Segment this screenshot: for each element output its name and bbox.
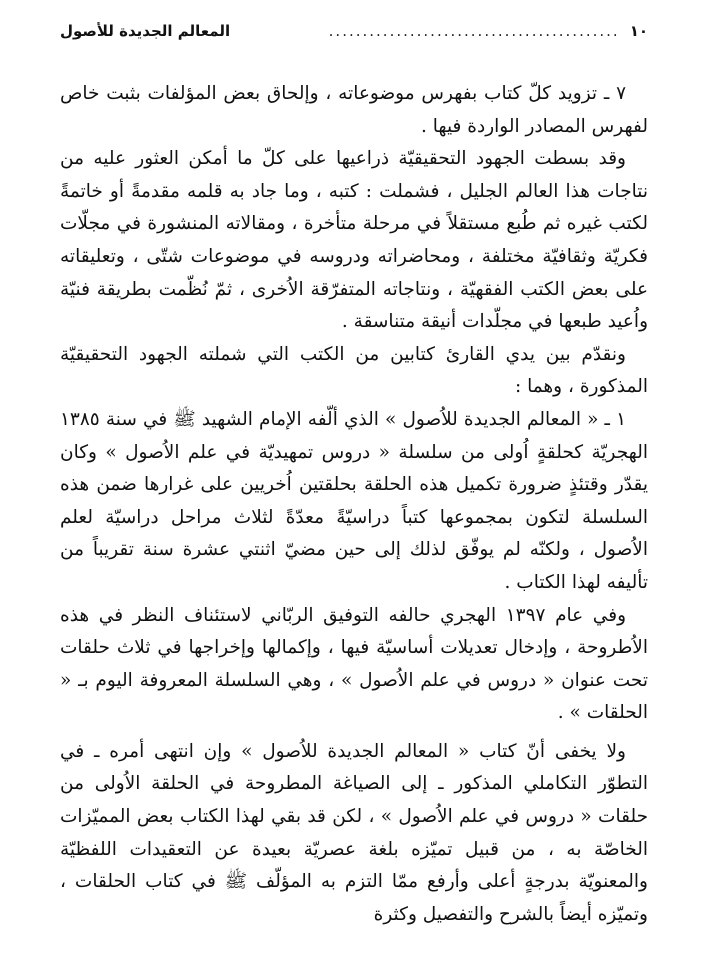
paragraph-features: ولا يخفى أنّ كتاب « المعالم الجديدة للاُصول » وإن انتهى أمره ـ في التطوّر التكاملي المذكور ـ إلى الصياغة المطروحة في الحلقة الاُولى من حلقات « دروس في علم الاُصول » ، لكن قد بقي لهذا الكتاب بعض المميّزات الخاصّة به ، من قبيل تميّزه بلغة عصريّة بعيدة عن التعقيدات اللفظيّة والمعنويّة بدرجةٍ أعلى وأرفع ممّا التزم به المؤلّف ﷺ في كتاب الحلقات ، وتميّزه أيضاً بالشرح والتفصيل وكثرة <box>60 740 648 925</box>
paragraph-halaqat: وفي عام ١٣٩٧ الهجري حالفه التوفيق الربّاني لاستئناف النظر في هذه الاُطروحة ، وإدخال تعديلات أساسيّة فيها ، وإكمالها وإخراجها في ثلاث حلقات تحت عنوان « دروس في علم الاُصول » ، وهي السلسلة المعروفة اليوم بـ « الحلقات » . <box>60 604 648 724</box>
paragraph-list-item-7: ٧ ـ تزويد كلّ كتاب بفهرس موضوعاته ، وإلحاق بعض المؤلفات بثبت خاص لفهرس المصادر الواردة فيها . <box>60 83 648 137</box>
running-title: المعالم الجديدة للأصول <box>60 22 231 40</box>
page-number: ١٠ <box>629 22 648 40</box>
page-header <box>60 22 648 52</box>
body-text <box>60 78 648 931</box>
paragraph-introduction: ونقدّم بين يدي القارئ كتابين من الكتب التي شملته الجهود التحقيقيّة المذكورة ، وهما : <box>60 343 648 398</box>
book-page <box>60 22 648 931</box>
paragraph-book-one: ١ ـ « المعالم الجديدة للاُصول » الذي ألّفه الإمام الشهيد ﷺ في سنة ١٣٨٥ الهجريّة كحلقةٍ اُولى من سلسلة « دروس تمهيديّة في علم الاُصول » وكان يقدّر وقتئذٍ ضرورة تكميل هذه الحلقة بحلقتين اُخريين على غرارها ضمن هذه السلسلة لتكون بمجموعها كتباً دراسيّةً معدّةً لثلاث مراحل دراسيّة لعلم الاُصول ، ولكنّه لم يوفّق لذلك إلى حين مضيّ اثنتي عشرة سنة تقريباً من تأليفه لهذا الكتاب . <box>60 408 648 593</box>
leader-dots: ........................................... <box>328 22 620 40</box>
paragraph-editorial-scope: وقد بسطت الجهود التحقيقيّة ذراعيها على كلّ ما أمكن العثور عليه من نتاجات هذا العالم الجليل ، فشملت : كتبه ، وما جاد به قلمه مقدمةً أو خاتمةً لكتب غيره ثم طُبع مستقلاً في مرحلة متأخرة ، ومقالاته المنشورة في مجلّات فكريّة وثقافيّة مختلفة ، ومحاضراته ودروسه في موضوعات شتّى ، وتعليقاته على بعض الكتب الفقهيّة ، ونتاجاته المتفرّقة الاُخرى ، ثمّ نُظّمت بطريقة فنيّة واُعيد طبعها في مجلّدات أنيقة متناسقة . <box>60 148 648 333</box>
